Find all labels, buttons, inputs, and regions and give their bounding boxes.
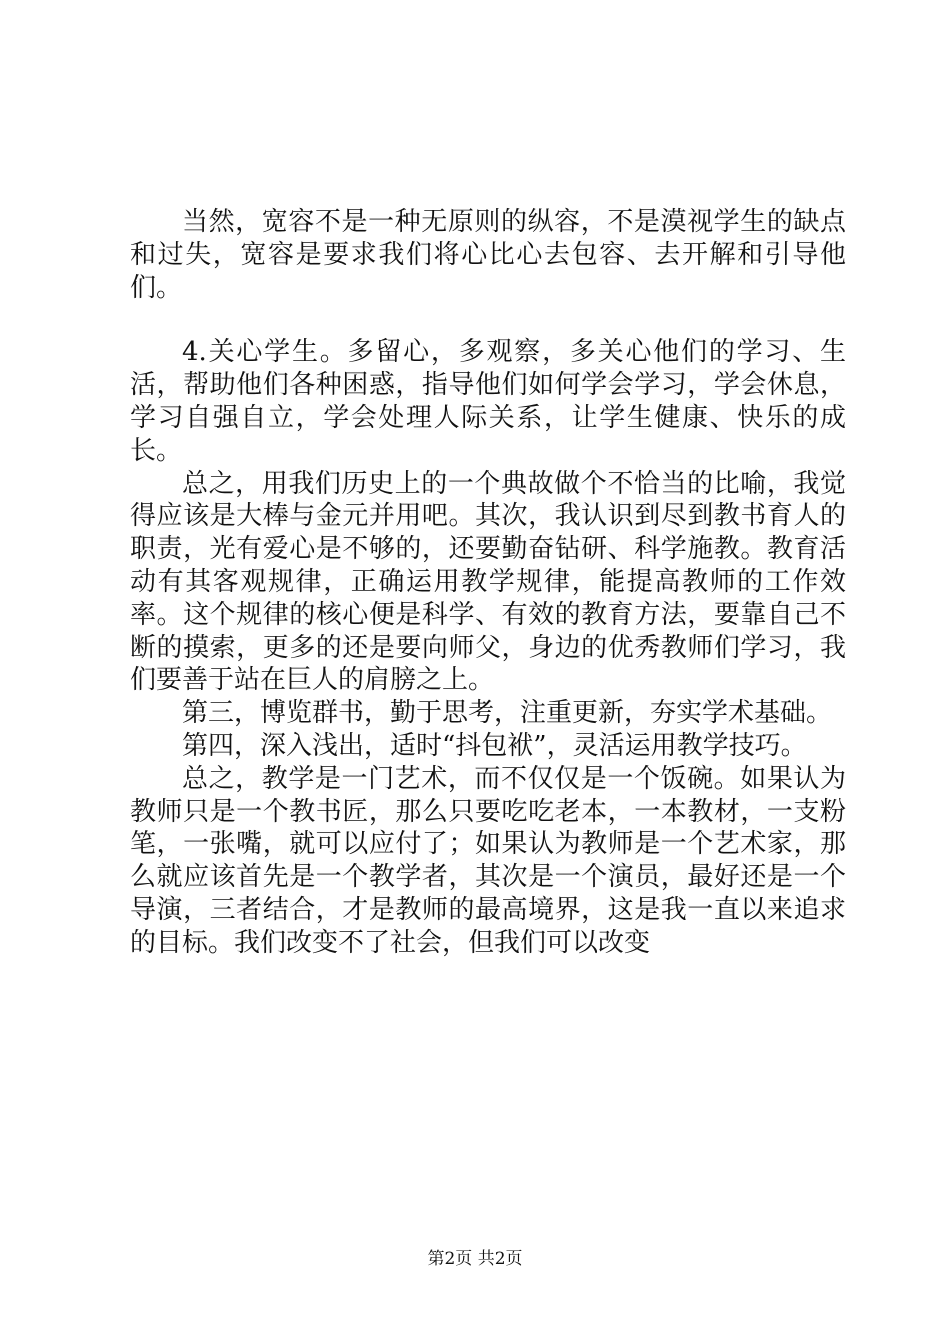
page-footer — [0, 1244, 950, 1269]
paragraph-fourth-point: 第四，深入浅出，适时“抖包袱”，灵活运用教学技巧。 — [182, 730, 807, 761]
paragraph-summary-methods: 总之，用我们历史上的一个典故做个不恰当的比喻，我觉得应该是大棒与金元并用吧。其次，我认识到尽到教书育人的职责，光有爱心是不够的，还要勤奋钻研、科学施教。教育活动有其客观规律，正确运用教学规律，能提高教师的工作效率。这个规律的核心便是科学、有效的教育方法，要靠自己不断的摸索，更多的还是要向师父，身边的优秀教师们学习，我们要善于站在巨人的肩膀之上。 — [130, 468, 846, 696]
paragraph-conclusion: 总之，教学是一门艺术，而不仅仅是一个饭碗。如果认为教师只是一个教书匠，那么只要吃吃老本，一本教材，一支粉笔，一张嘴，就可以应付了；如果认为教师是一个艺术家，那么就应该首先是一个教学者，其次是一个演员，最好还是一个导演，三者结合，才是教师的最高境界，这是我一直以来追求的目标。我们改变不了社会，但我们可以改变 — [130, 763, 846, 958]
document-body — [130, 206, 846, 960]
paragraph-tolerance: 当然，宽容不是一种无原则的纵容，不是漠视学生的缺点和过失，宽容是要求我们将心比心去包容、去开解和引导他们。 — [130, 207, 846, 303]
paragraph-third-point: 第三，博览群书，勤于思考，注重更新，夯实学术基础。 — [182, 698, 833, 729]
page-number: 第2页 共2页 — [427, 1249, 523, 1269]
paragraph-care-students: 4.关心学生。多留心，多观察，多关心他们的学习、生活，帮助他们各种困惑，指导他们如何学会学习，学会休息，学习自强自立，学会处理人际关系，让学生健康、快乐的成长。 — [130, 337, 846, 466]
